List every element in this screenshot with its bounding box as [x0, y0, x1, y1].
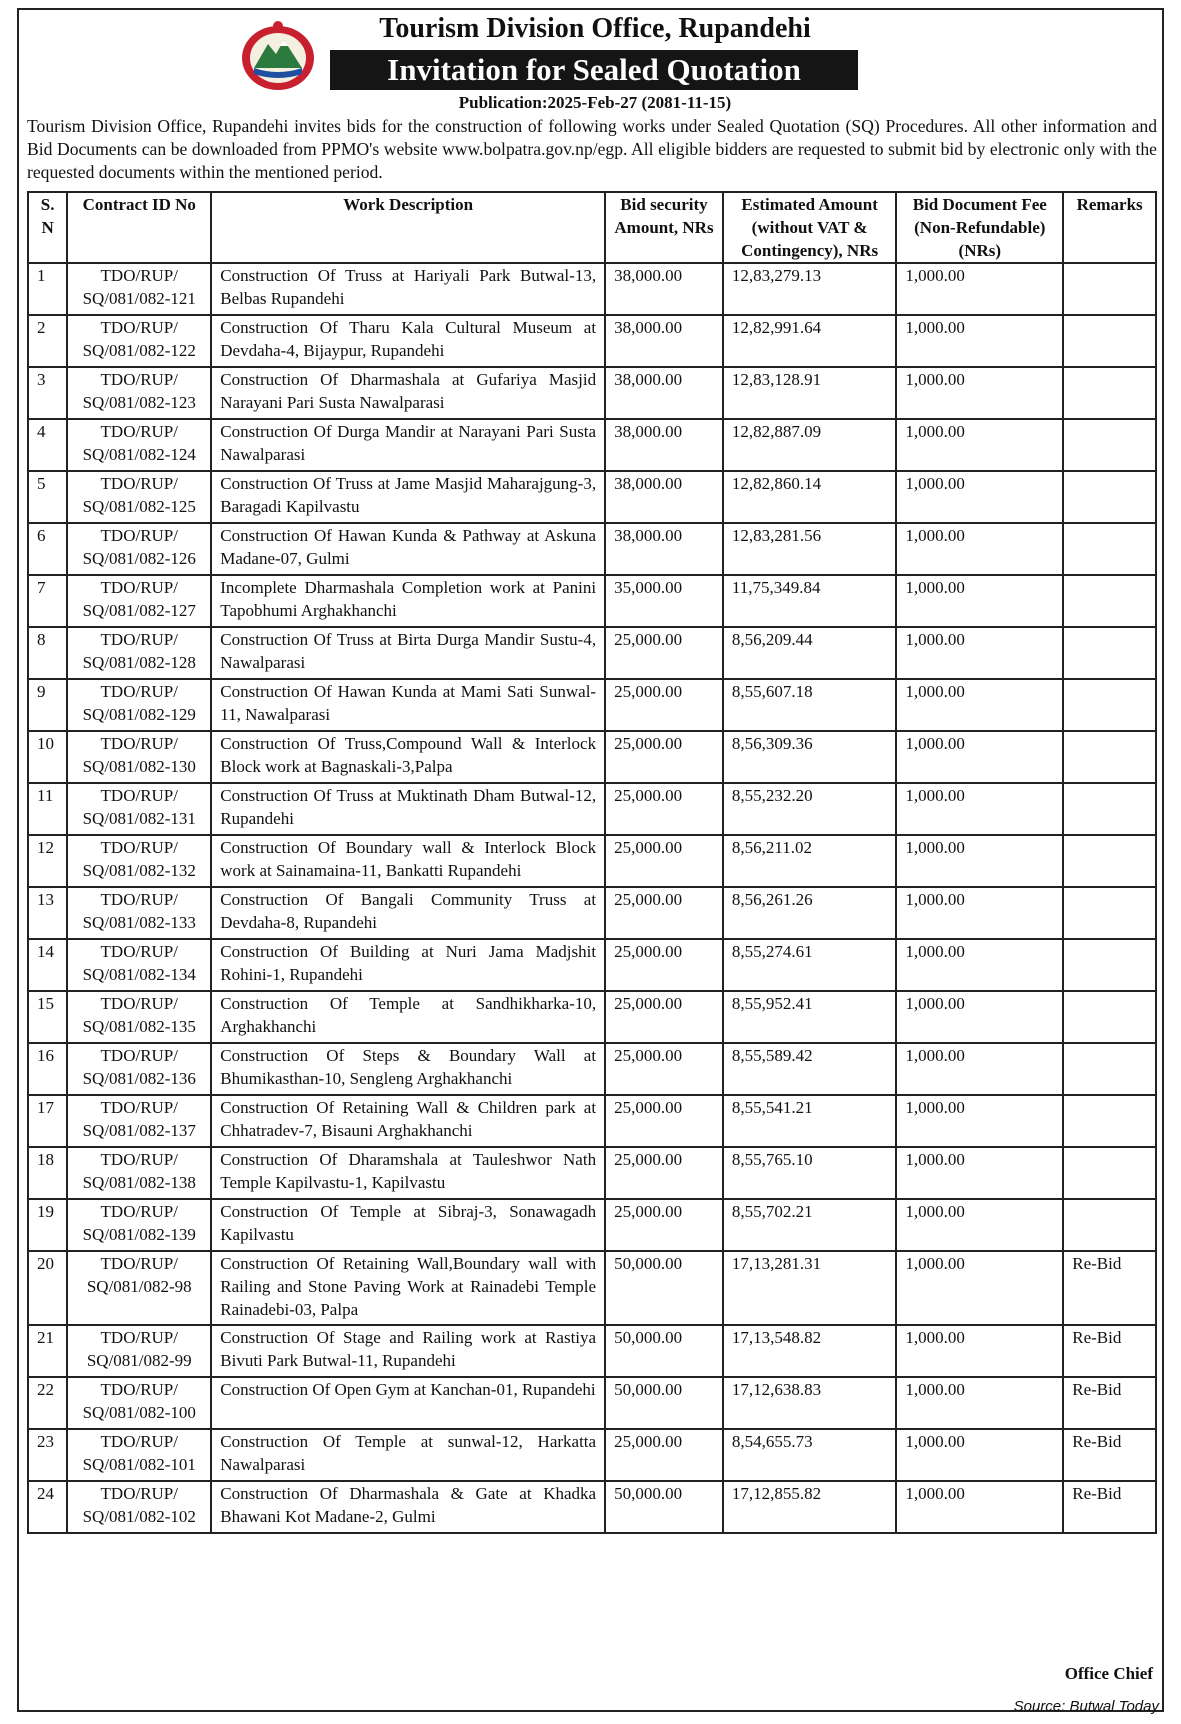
cell-bid-fee: 1,000.00	[896, 731, 1063, 783]
cell-description: Construction Of Dharmashala & Gate at Khadka Bhawani Kot Madane-2, Gulmi	[211, 1481, 605, 1533]
header-sn: S. N	[28, 192, 67, 263]
cell-bid-fee: 1,000.00	[896, 315, 1063, 367]
cell-remarks	[1063, 1043, 1156, 1095]
cell-estimated-amount: 12,83,128.91	[723, 367, 896, 419]
cell-estimated-amount: 12,82,860.14	[723, 471, 896, 523]
cell-contract-id	[67, 1095, 211, 1147]
contract-id-number: SQ/081/082-134	[82, 965, 196, 984]
cell-bid-security: 38,000.00	[605, 315, 723, 367]
cell-contract-id	[67, 523, 211, 575]
cell-estimated-amount: 8,55,952.41	[723, 991, 896, 1043]
cell-estimated-amount: 17,12,855.82	[723, 1481, 896, 1533]
cell-sn: 3	[28, 367, 67, 419]
header-bid-security: Bid security Amount, NRs	[605, 192, 723, 263]
cell-bid-security: 25,000.00	[605, 783, 723, 835]
cell-description: Construction Of Truss at Hariyali Park Butwal-13, Belbas Rupandehi	[211, 263, 605, 315]
cell-sn: 5	[28, 471, 67, 523]
cell-remarks	[1063, 471, 1156, 523]
cell-bid-security: 25,000.00	[605, 679, 723, 731]
cell-bid-fee: 1,000.00	[896, 1043, 1063, 1095]
contract-id-number: SQ/081/082-100	[82, 1403, 196, 1422]
cell-estimated-amount: 8,54,655.73	[723, 1429, 896, 1481]
contract-id-number: SQ/081/082-130	[82, 757, 196, 776]
cell-contract-id	[67, 1377, 211, 1429]
cell-sn: 15	[28, 991, 67, 1043]
cell-description: Construction Of Building at Nuri Jama Madjshit Rohini-1, Rupandehi	[211, 939, 605, 991]
table-row	[28, 471, 1156, 523]
cell-sn: 17	[28, 1095, 67, 1147]
table-header-row	[28, 192, 1156, 263]
contract-id-prefix: TDO/RUP/	[100, 578, 178, 597]
contract-id-number: SQ/081/082-126	[82, 549, 196, 568]
cell-bid-fee: 1,000.00	[896, 783, 1063, 835]
cell-bid-security: 50,000.00	[605, 1481, 723, 1533]
contract-id-prefix: TDO/RUP/	[100, 1328, 178, 1347]
cell-description: Construction Of Open Gym at Kanchan-01, Rupandehi	[211, 1377, 605, 1429]
invitation-banner: Invitation for Sealed Quotation	[330, 50, 858, 90]
cell-remarks: Re-Bid	[1063, 1377, 1156, 1429]
cell-bid-fee: 1,000.00	[896, 575, 1063, 627]
cell-sn: 10	[28, 731, 67, 783]
bids-table	[27, 191, 1157, 1534]
cell-remarks	[1063, 991, 1156, 1043]
cell-remarks: Re-Bid	[1063, 1251, 1156, 1325]
cell-sn: 12	[28, 835, 67, 887]
table-row	[28, 1429, 1156, 1481]
cell-bid-security: 38,000.00	[605, 471, 723, 523]
contract-id-prefix: TDO/RUP/	[100, 1150, 178, 1169]
cell-sn: 16	[28, 1043, 67, 1095]
cell-contract-id	[67, 1429, 211, 1481]
cell-description: Construction Of Boundary wall & Interlock Block work at Sainamaina-11, Bankatti Rupandehi	[211, 835, 605, 887]
cell-remarks	[1063, 367, 1156, 419]
cell-contract-id	[67, 939, 211, 991]
cell-description: Construction Of Truss at Jame Masjid Maharajgung-3, Baragadi Kapilvastu	[211, 471, 605, 523]
cell-estimated-amount: 8,55,607.18	[723, 679, 896, 731]
cell-bid-security: 25,000.00	[605, 1429, 723, 1481]
contract-id-prefix: TDO/RUP/	[100, 474, 178, 493]
cell-contract-id	[67, 263, 211, 315]
contract-id-number: SQ/081/082-133	[82, 913, 196, 932]
cell-remarks	[1063, 523, 1156, 575]
table-row	[28, 419, 1156, 471]
cell-contract-id	[67, 1325, 211, 1377]
contract-id-prefix: TDO/RUP/	[100, 1484, 178, 1503]
contract-id-number: SQ/081/082-123	[82, 393, 196, 412]
publication-date: Publication:2025-Feb-27 (2081-11-15)	[458, 93, 732, 112]
table-row	[28, 315, 1156, 367]
cell-description: Construction Of Stage and Railing work at Rastiya Bivuti Park Butwal-11, Rupandehi	[211, 1325, 605, 1377]
cell-bid-fee: 1,000.00	[896, 1147, 1063, 1199]
cell-bid-security: 25,000.00	[605, 1147, 723, 1199]
cell-bid-fee: 1,000.00	[896, 1325, 1063, 1377]
cell-contract-id	[67, 731, 211, 783]
contract-id-number: SQ/081/082-124	[82, 445, 196, 464]
cell-estimated-amount: 8,56,211.02	[723, 835, 896, 887]
header-estimated-amount: Estimated Amount (without VAT & Contingency), NRs	[723, 192, 896, 263]
contract-id-number: SQ/081/082-102	[82, 1507, 196, 1526]
cell-description: Construction Of Dharamshala at Tauleshwor Nath Temple Kapilvastu-1, Kapilvastu	[211, 1147, 605, 1199]
cell-contract-id	[67, 783, 211, 835]
cell-estimated-amount: 8,55,702.21	[723, 1199, 896, 1251]
cell-estimated-amount: 8,55,765.10	[723, 1147, 896, 1199]
cell-bid-fee: 1,000.00	[896, 1251, 1063, 1325]
cell-bid-fee: 1,000.00	[896, 679, 1063, 731]
cell-estimated-amount: 8,55,232.20	[723, 783, 896, 835]
table-row	[28, 1199, 1156, 1251]
cell-sn: 20	[28, 1251, 67, 1325]
cell-bid-security: 35,000.00	[605, 575, 723, 627]
contract-id-prefix: TDO/RUP/	[100, 682, 178, 701]
cell-bid-security: 25,000.00	[605, 887, 723, 939]
cell-remarks	[1063, 1199, 1156, 1251]
cell-bid-fee: 1,000.00	[896, 471, 1063, 523]
cell-bid-fee: 1,000.00	[896, 627, 1063, 679]
table-row	[28, 1377, 1156, 1429]
cell-sn: 14	[28, 939, 67, 991]
header-work-description: Work Description	[211, 192, 605, 263]
cell-bid-fee: 1,000.00	[896, 991, 1063, 1043]
table-row	[28, 991, 1156, 1043]
cell-bid-security: 38,000.00	[605, 263, 723, 315]
cell-contract-id	[67, 679, 211, 731]
header-bid-fee: Bid Document Fee (Non-Refundable) (NRs)	[896, 192, 1063, 263]
cell-contract-id	[67, 1251, 211, 1325]
contract-id-prefix: TDO/RUP/	[100, 1098, 178, 1117]
cell-sn: 23	[28, 1429, 67, 1481]
cell-remarks: Re-Bid	[1063, 1325, 1156, 1377]
cell-sn: 21	[28, 1325, 67, 1377]
cell-estimated-amount: 12,82,991.64	[723, 315, 896, 367]
cell-description: Construction Of Temple at sunwal-12, Harkatta Nawalparasi	[211, 1429, 605, 1481]
cell-bid-security: 38,000.00	[605, 419, 723, 471]
contract-id-prefix: TDO/RUP/	[100, 1380, 178, 1399]
cell-description: Construction Of Temple at Sandhikharka-10, Arghakhanchi	[211, 991, 605, 1043]
cell-contract-id	[67, 419, 211, 471]
cell-description: Construction Of Retaining Wall & Children park at Chhatradev-7, Bisauni Arghakhanchi	[211, 1095, 605, 1147]
cell-sn: 6	[28, 523, 67, 575]
cell-bid-fee: 1,000.00	[896, 263, 1063, 315]
table-row	[28, 1043, 1156, 1095]
contract-id-prefix: TDO/RUP/	[100, 630, 178, 649]
cell-contract-id	[67, 1043, 211, 1095]
contract-id-prefix: TDO/RUP/	[100, 1254, 178, 1273]
cell-description: Construction Of Retaining Wall,Boundary wall with Railing and Stone Paving Work at Rainadebi Temple Rainadebi-03, Palpa	[211, 1251, 605, 1325]
cell-bid-fee: 1,000.00	[896, 835, 1063, 887]
header-contract-id: Contract ID No	[67, 192, 211, 263]
cell-estimated-amount: 17,13,548.82	[723, 1325, 896, 1377]
cell-sn: 13	[28, 887, 67, 939]
cell-estimated-amount: 8,55,589.42	[723, 1043, 896, 1095]
cell-sn: 19	[28, 1199, 67, 1251]
cell-estimated-amount: 8,56,261.26	[723, 887, 896, 939]
cell-remarks	[1063, 263, 1156, 315]
table-row	[28, 939, 1156, 991]
cell-remarks	[1063, 887, 1156, 939]
cell-remarks	[1063, 679, 1156, 731]
cell-sn: 22	[28, 1377, 67, 1429]
cell-contract-id	[67, 1199, 211, 1251]
cell-estimated-amount: 17,12,638.83	[723, 1377, 896, 1429]
cell-contract-id	[67, 835, 211, 887]
cell-estimated-amount: 8,55,274.61	[723, 939, 896, 991]
contract-id-number: SQ/081/082-98	[86, 1277, 192, 1296]
header-remarks: Remarks	[1063, 192, 1156, 263]
cell-sn: 11	[28, 783, 67, 835]
cell-description: Construction Of Durga Mandir at Narayani Pari Susta Nawalparasi	[211, 419, 605, 471]
cell-estimated-amount: 8,56,209.44	[723, 627, 896, 679]
contract-id-number: SQ/081/082-137	[82, 1121, 196, 1140]
office-title: Tourism Division Office, Rupandehi	[379, 13, 811, 44]
table-row	[28, 523, 1156, 575]
table-row	[28, 835, 1156, 887]
cell-contract-id	[67, 1481, 211, 1533]
cell-bid-security: 25,000.00	[605, 939, 723, 991]
contract-id-prefix: TDO/RUP/	[100, 526, 178, 545]
cell-sn: 1	[28, 263, 67, 315]
cell-bid-security: 25,000.00	[605, 991, 723, 1043]
table-row	[28, 1147, 1156, 1199]
table-row	[28, 679, 1156, 731]
intro-paragraph: Tourism Division Office, Rupandehi invites bids for the construction of following works under Sealed Quotation (SQ) Procedures. All other information and Bid Documents can be downloaded from PPMO's website www.bolpatra.gov.np/egp. All eligible bidders are requested to submit bid by electronic only with the requested documents within the mentioned period.	[27, 116, 1157, 182]
contract-id-number: SQ/081/082-139	[82, 1225, 196, 1244]
contract-id-number: SQ/081/082-121	[82, 289, 196, 308]
cell-sn: 7	[28, 575, 67, 627]
cell-bid-security: 25,000.00	[605, 1095, 723, 1147]
contract-id-number: SQ/081/082-132	[82, 861, 196, 880]
cell-bid-security: 25,000.00	[605, 731, 723, 783]
cell-description: Construction Of Truss,Compound Wall & Interlock Block work at Bagnaskali-3,Palpa	[211, 731, 605, 783]
cell-remarks	[1063, 939, 1156, 991]
cell-bid-fee: 1,000.00	[896, 419, 1063, 471]
cell-description: Construction Of Tharu Kala Cultural Museum at Devdaha-4, Bijaypur, Rupandehi	[211, 315, 605, 367]
contract-id-number: SQ/081/082-127	[82, 601, 196, 620]
contract-id-prefix: TDO/RUP/	[100, 838, 178, 857]
cell-description: Construction Of Temple at Sibraj-3, Sonawagadh Kapilvastu	[211, 1199, 605, 1251]
contract-id-number: SQ/081/082-136	[82, 1069, 196, 1088]
cell-bid-fee: 1,000.00	[896, 939, 1063, 991]
cell-description: Construction Of Dharmashala at Gufariya Masjid Narayani Pari Susta Nawalparasi	[211, 367, 605, 419]
table-row	[28, 783, 1156, 835]
table-row	[28, 367, 1156, 419]
cell-remarks: Re-Bid	[1063, 1481, 1156, 1533]
cell-remarks	[1063, 575, 1156, 627]
cell-bid-fee: 1,000.00	[896, 523, 1063, 575]
cell-bid-security: 50,000.00	[605, 1377, 723, 1429]
cell-bid-security: 38,000.00	[605, 367, 723, 419]
cell-bid-security: 50,000.00	[605, 1325, 723, 1377]
cell-contract-id	[67, 471, 211, 523]
office-chief-signature: Office Chief	[1064, 1664, 1153, 1683]
cell-bid-fee: 1,000.00	[896, 1095, 1063, 1147]
table-row	[28, 627, 1156, 679]
contract-id-number: SQ/081/082-99	[86, 1351, 192, 1370]
cell-description: Construction Of Bangali Community Truss at Devdaha-8, Rupandehi	[211, 887, 605, 939]
cell-bid-fee: 1,000.00	[896, 1429, 1063, 1481]
table-row	[28, 1325, 1156, 1377]
contract-id-prefix: TDO/RUP/	[100, 318, 178, 337]
contract-id-number: SQ/081/082-138	[82, 1173, 196, 1192]
table-row	[28, 887, 1156, 939]
contract-id-number: SQ/081/082-128	[82, 653, 196, 672]
contract-id-number: SQ/081/082-131	[82, 809, 196, 828]
cell-bid-fee: 1,000.00	[896, 1377, 1063, 1429]
cell-bid-security: 50,000.00	[605, 1251, 723, 1325]
contract-id-prefix: TDO/RUP/	[100, 1202, 178, 1221]
cell-estimated-amount: 12,82,887.09	[723, 419, 896, 471]
cell-sn: 4	[28, 419, 67, 471]
cell-bid-security: 38,000.00	[605, 523, 723, 575]
cell-sn: 2	[28, 315, 67, 367]
cell-bid-security: 25,000.00	[605, 1199, 723, 1251]
contract-id-prefix: TDO/RUP/	[100, 734, 178, 753]
cell-remarks	[1063, 783, 1156, 835]
cell-description: Incomplete Dharmashala Completion work at Panini Tapobhumi Arghakhanchi	[211, 575, 605, 627]
contract-id-number: SQ/081/082-129	[82, 705, 196, 724]
cell-remarks	[1063, 1095, 1156, 1147]
cell-bid-fee: 1,000.00	[896, 887, 1063, 939]
cell-sn: 24	[28, 1481, 67, 1533]
cell-estimated-amount: 8,55,541.21	[723, 1095, 896, 1147]
source-credit: Source: Butwal Today	[1013, 1698, 1159, 1715]
contract-id-prefix: TDO/RUP/	[100, 1432, 178, 1451]
contract-id-prefix: TDO/RUP/	[100, 994, 178, 1013]
cell-bid-fee: 1,000.00	[896, 1481, 1063, 1533]
cell-contract-id	[67, 1147, 211, 1199]
cell-sn: 18	[28, 1147, 67, 1199]
contract-id-prefix: TDO/RUP/	[100, 422, 178, 441]
cell-bid-security: 25,000.00	[605, 627, 723, 679]
contract-id-prefix: TDO/RUP/	[100, 786, 178, 805]
cell-contract-id	[67, 315, 211, 367]
cell-sn: 9	[28, 679, 67, 731]
cell-description: Construction Of Truss at Birta Durga Mandir Sustu-4, Nawalparasi	[211, 627, 605, 679]
cell-remarks	[1063, 419, 1156, 471]
table-row	[28, 263, 1156, 315]
cell-remarks	[1063, 731, 1156, 783]
cell-bid-fee: 1,000.00	[896, 1199, 1063, 1251]
cell-remarks: Re-Bid	[1063, 1429, 1156, 1481]
cell-description: Construction Of Steps & Boundary Wall at Bhumikasthan-10, Sengleng Arghakhanchi	[211, 1043, 605, 1095]
cell-contract-id	[67, 367, 211, 419]
table-row	[28, 1095, 1156, 1147]
cell-remarks	[1063, 1147, 1156, 1199]
cell-estimated-amount: 17,13,281.31	[723, 1251, 896, 1325]
table-row	[28, 731, 1156, 783]
table-row	[28, 1481, 1156, 1533]
cell-description: Construction Of Hawan Kunda at Mami Sati Sunwal-11, Nawalparasi	[211, 679, 605, 731]
cell-contract-id	[67, 991, 211, 1043]
contract-id-number: SQ/081/082-125	[82, 497, 196, 516]
table-row	[28, 575, 1156, 627]
contract-id-number: SQ/081/082-101	[82, 1455, 196, 1474]
contract-id-prefix: TDO/RUP/	[100, 266, 178, 285]
table-row	[28, 1251, 1156, 1325]
cell-sn: 8	[28, 627, 67, 679]
nepal-emblem-icon	[238, 18, 318, 92]
cell-remarks	[1063, 315, 1156, 367]
cell-contract-id	[67, 887, 211, 939]
contract-id-prefix: TDO/RUP/	[100, 1046, 178, 1065]
contract-id-prefix: TDO/RUP/	[100, 370, 178, 389]
cell-estimated-amount: 12,83,281.56	[723, 523, 896, 575]
contract-id-prefix: TDO/RUP/	[100, 890, 178, 909]
cell-remarks	[1063, 835, 1156, 887]
contract-id-number: SQ/081/082-122	[82, 341, 196, 360]
cell-remarks	[1063, 627, 1156, 679]
cell-estimated-amount: 12,83,279.13	[723, 263, 896, 315]
cell-contract-id	[67, 627, 211, 679]
contract-id-prefix: TDO/RUP/	[100, 942, 178, 961]
cell-bid-security: 25,000.00	[605, 835, 723, 887]
cell-description: Construction Of Truss at Muktinath Dham Butwal-12, Rupandehi	[211, 783, 605, 835]
cell-description: Construction Of Hawan Kunda & Pathway at Askuna Madane-07, Gulmi	[211, 523, 605, 575]
contract-id-number: SQ/081/082-135	[82, 1017, 196, 1036]
cell-estimated-amount: 8,56,309.36	[723, 731, 896, 783]
cell-bid-security: 25,000.00	[605, 1043, 723, 1095]
cell-bid-fee: 1,000.00	[896, 367, 1063, 419]
cell-estimated-amount: 11,75,349.84	[723, 575, 896, 627]
cell-contract-id	[67, 575, 211, 627]
